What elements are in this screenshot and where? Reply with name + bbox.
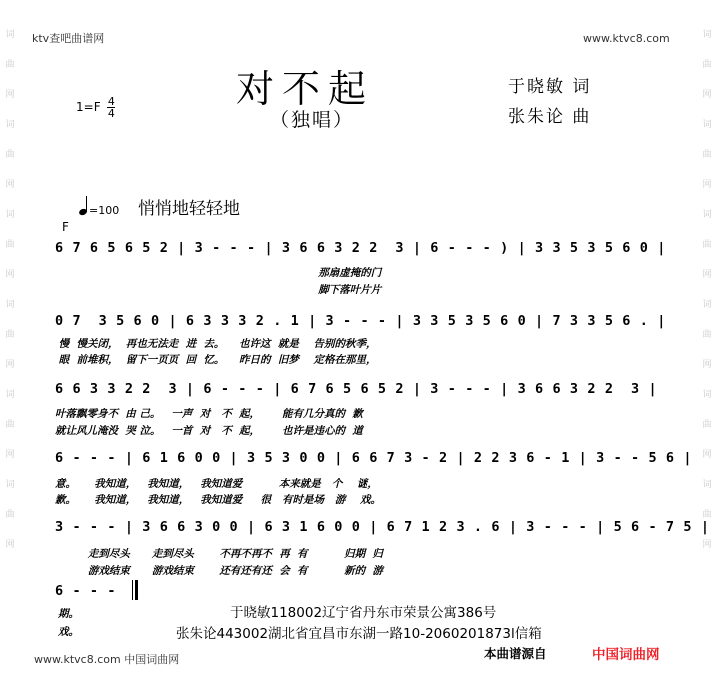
song-subtitle: （独唱） — [270, 109, 355, 131]
source-site-name: 中国词曲网 — [592, 647, 660, 663]
source-label: 本曲谱源自 — [484, 646, 547, 661]
quarter-note-icon — [78, 208, 88, 216]
score-row-6-lyric-2: 戏。 — [58, 626, 79, 638]
score-row-4-lyric-1: 意。 我知道， 我知道， 我知道爱 本来就是 个 谜， — [55, 478, 378, 490]
score-row-4-lyric-2: 歉。 我知道， 我知道， 我知道爱 很 有时是场 游 戏。 — [55, 494, 382, 506]
lyricist-credit: 于晓敏 词 — [508, 77, 592, 97]
score-row-6-music: 6 - - - — [55, 583, 117, 599]
composer-credit: 张朱论 曲 — [508, 107, 592, 127]
score-row-1-lyric-2: 脚下落叶片片 — [55, 284, 382, 296]
time-top: 4 — [107, 95, 115, 108]
site-name-left: ktv查吧曲谱网 — [32, 32, 105, 45]
time-bottom: 4 — [107, 107, 115, 120]
key-label: 1=F — [76, 100, 101, 114]
score-row-5-lyric-1: 走到尽头 走到尽头 不再不再不 再 有 归期 归 — [55, 548, 383, 560]
expression-marking: 悄悄地轻轻地 — [138, 199, 240, 219]
composer-address: 张朱论443002湖北省宜昌市东湖一路10-2060201873l信箱 — [176, 626, 542, 642]
tempo-marking: =100 — [89, 204, 120, 217]
score-row-3-lyric-2: 就让风儿淹没 哭 泣。 一首 对 不 起， 也许是违心的 道 — [55, 425, 363, 437]
score-row-3-lyric-1: 叶落飘零身不 由 己。 一声 对 不 起， 能有几分真的 歉 — [55, 408, 363, 420]
lyricist-address: 于晓敏118002辽宁省丹东市荣景公寓386号 — [230, 605, 497, 621]
key-signature — [76, 96, 115, 119]
score-row-2-lyric-1: 慢 慢关闭， 再也无法走 进 去。 也许这 就是 告别的秋季， — [55, 338, 377, 350]
score-row-2-music: 0 7 3 5 6 0 | 6 3 3 3 2 . 1 | 3 - - - | 3 3 5 3 5 6 0 | 7 3 3 5 6 . | — [55, 313, 666, 329]
score-row-5-lyric-2: 游戏结束 游戏结束 还有还有还 会 有 新的 游 — [55, 565, 383, 577]
site-url-right: www.ktvc8.com — [583, 32, 670, 45]
side-watermark-right: 词曲网词曲网词曲网词曲网词曲网词曲网 — [702, 30, 712, 550]
score-row-6-lyric-1: 期。 — [58, 608, 79, 620]
score-row-5-music: 3 - - - | 3 6 6 3 0 0 | 6 3 1 6 0 0 | 6 7 1 2 3 . 6 | 3 - - - | 5 6 - 7 5 | — [55, 519, 710, 535]
score-row-3-music: 6 6 3 3 2 2 3 | 6 - - - | 6 7 6 5 6 5 2 | 3 - - - | 3 6 6 3 2 2 3 | — [55, 381, 658, 397]
score-row-4-music: 6 - - - | 6 1 6 0 0 | 3 5 3 0 0 | 6 6 7 3 - 2 | 2 2 3 6 - 1 | 3 - - 5 6 | — [55, 450, 693, 466]
dynamic-mark: F — [62, 220, 69, 234]
side-watermark-left: 词曲网词曲网词曲网词曲网词曲网词曲网 — [5, 30, 15, 550]
score-row-1-music: 6 7 6 5 6 5 2 | 3 - - - | 3 6 6 3 2 2 3 | 6 - - - ) | 3 3 5 3 5 6 0 | — [55, 240, 666, 256]
song-title: 对不起 — [236, 67, 375, 111]
score-row-1-lyric-1: 那扇虚掩的门 — [55, 267, 382, 279]
footer-site: www.ktvc8.com 中国词曲网 — [34, 653, 180, 666]
time-signature — [107, 96, 115, 119]
score-row-2-lyric-2: 眼 前堆积， 留下一页页 回 忆。 昨日的 旧梦 定格在那里， — [55, 354, 377, 366]
